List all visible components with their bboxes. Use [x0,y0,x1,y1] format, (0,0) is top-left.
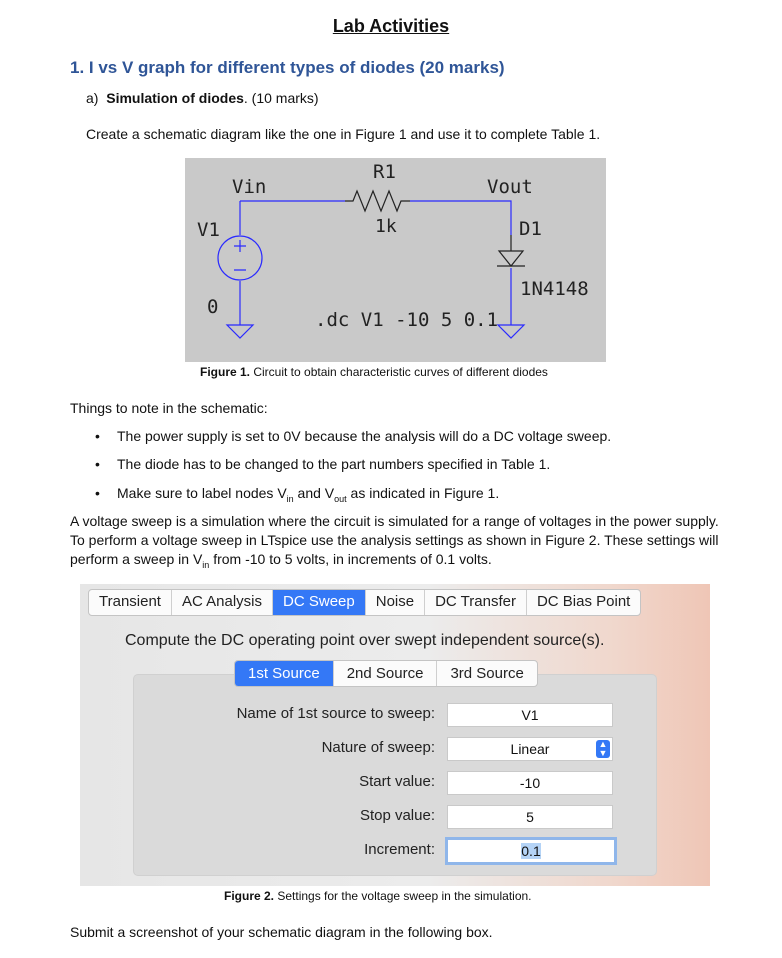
figure2-caption [224,889,532,903]
sweep-nature-value: Linear [510,741,550,757]
subsection-heading [86,90,319,106]
source-tabs [234,660,538,687]
dc-directive: .dc V1 -10 5 0.1 [315,309,499,331]
source-name-label: Name of 1st source to sweep: [236,705,435,722]
start-value-input[interactable]: -10 [447,771,613,795]
bullet-item [95,485,499,504]
label-r1: R1 [373,161,396,183]
tab-1st-source[interactable]: 1st Source [235,661,334,686]
subsection-bold: Simulation of diodes [106,90,244,106]
label-vout: Vout [487,176,533,198]
tab-noise[interactable]: Noise [366,590,425,615]
tab-2nd-source[interactable]: 2nd Source [334,661,438,686]
sweep-paragraph: A voltage sweep is a simulation where the circuit is simulated for a range of voltages in the power supply. To perform a voltage sweep in LTspice use the analysis settings as shown in Figure 2. These settings will perform a sweep in $V_{in}$ from -10 to 5 volts, in increments of 0.1 volts. [70,513,719,570]
increment-label: Increment: [364,841,435,858]
sweep-nature-label: Nature of sweep: [321,739,435,756]
dialog-description: Compute the DC operating point over swept independent source(s). [125,632,605,649]
label-diode-part: 1N4148 [520,278,589,300]
label-d1: D1 [519,218,542,240]
tab-dc-bias-point[interactable]: DC Bias Point [536,593,631,610]
analysis-tabs [88,589,641,616]
source-name-input[interactable]: V1 [447,703,613,727]
bullet-text: The power supply is set to 0V because the analysis will do a DC voltage sweep. [117,428,612,444]
circuit-figure [185,158,606,362]
figure1-caption-text: Circuit to obtain characteristic curves of different diodes [250,365,548,379]
circuit-schematic [185,158,606,362]
bullet-icon: • [95,485,100,501]
wire-vout [410,201,511,235]
section-heading: 1. I vs V graph for different types of diodes (20 marks) [70,58,505,77]
figure2-caption-bold: Figure 2. [224,889,275,903]
label-v1: V1 [197,219,220,241]
subsection-rest: . (10 marks) [243,90,319,106]
page-title: Lab Activities [332,16,450,36]
voltage-source-icon [218,236,262,280]
subsection-prefix: a) [86,90,99,106]
label-vin: Vin [232,176,267,198]
increment-value: 0.1 [521,843,541,859]
tab-3rd-source[interactable]: 3rd Source [450,665,524,682]
bullet-text: Make sure to label nodes $V_{in}$ and $V_{out}$ as indicated in Figure 1. [117,485,500,504]
bullet-icon: • [95,456,100,472]
label-r-value: 1k [375,216,397,237]
increment-input[interactable] [445,837,617,865]
submit-instruction: Submit a screenshot of your schematic diagram in the following box. [70,924,493,940]
stop-value-label: Stop value: [359,807,435,824]
resistor-icon [345,191,410,211]
bullet-icon: • [95,428,100,444]
tab-ac-analysis[interactable]: AC Analysis [172,590,273,615]
start-value-label: Start value: [359,773,435,790]
label-ground-zero: 0 [207,296,219,318]
bullet-text: The diode has to be changed to the part numbers specified in Table 1. [117,456,551,472]
tab-transient[interactable]: Transient [89,590,172,615]
sweep-nature-select[interactable] [447,737,613,761]
bullet-item [95,456,550,472]
notes-title: Things to note in the schematic: [70,400,268,416]
intro-text: Create a schematic diagram like the one in Figure 1 and use it to complete Table 1. [86,126,601,142]
figure1-caption-bold: Figure 1. [200,365,251,379]
figure1-caption [200,365,548,379]
tab-dc-transfer[interactable]: DC Transfer [425,590,527,615]
bullet-item [95,428,611,444]
figure2-caption-text: Settings for the voltage sweep in the simulation. [274,889,532,903]
select-stepper-icon: ▲ ▼ [596,740,610,758]
tab-dc-sweep[interactable]: DC Sweep [273,590,366,615]
stop-value-input[interactable]: 5 [447,805,613,829]
